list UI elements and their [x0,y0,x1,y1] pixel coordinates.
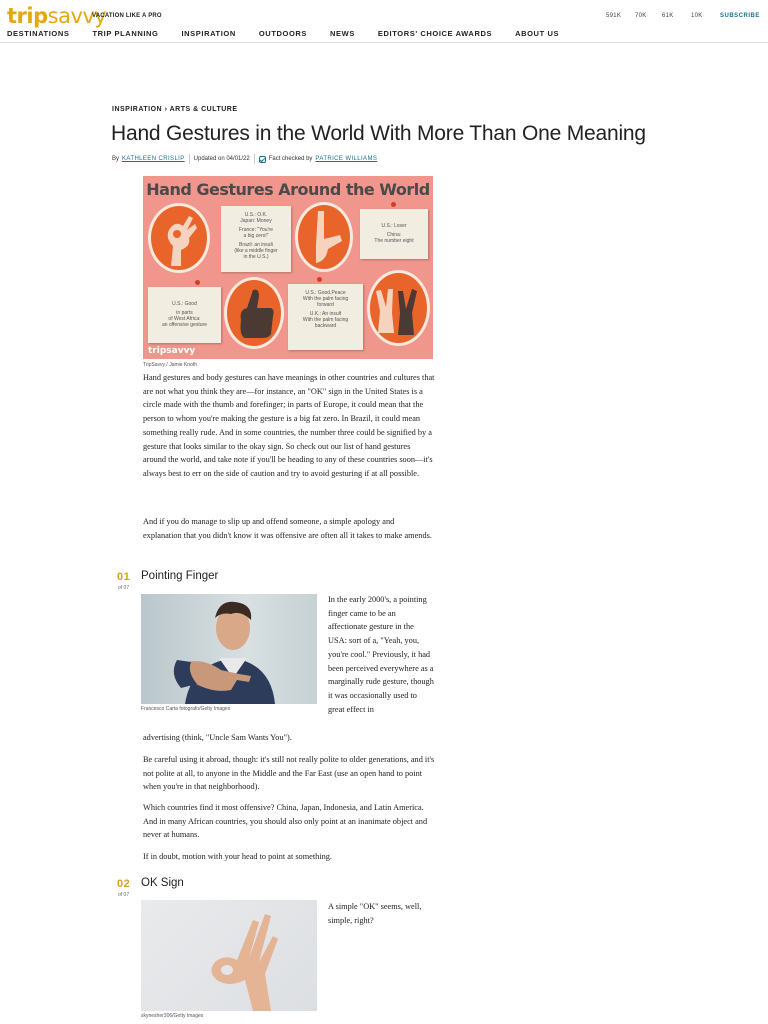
byline-divider [254,154,255,164]
photo-credit: skynesher306/Getty Images [141,1013,204,1019]
nav-outdoors[interactable]: OUTDOORS [258,29,308,38]
step-title: Pointing Finger [141,570,219,582]
thumbs-up-circle [224,277,284,349]
intro-paragraph: Hand gestures and body gestures can have meanings in other countries and cultures that are not what you think they are—for instance, an "OK" sign in the United States is a circle made with the thumb and forefinger; in parts of Europe, it could mean that the person to whom you're making the gesture is a big fat zero. In Brazil, it could mean something really rude. And in some countries, the number three could be signified by a gesture that looks similar to the okay sign. So check out our list of hand gestures around the world, and take note if you'll be heading to any of these countries soon—it's always best to err on the side of caution and try to avoid gesturing if at all possible. [143,373,435,478]
pointing-finger-photo [141,594,317,704]
note-pin [391,202,396,207]
thumbs-up-icon [227,280,281,346]
step-continued-text: advertising (think, "Uncle Sam Wants You"). [143,733,292,742]
ok-sign-photo [141,900,317,1011]
breadcrumb [112,106,238,113]
note-ok-meanings: U.S.: O.K. Japan: Money France: "You're a big zero!" Brazil: an insult (like a middle finger in the U.S.) [221,206,291,272]
fact-checker-link[interactable]: PATRICE WILLIAMS [315,156,378,162]
intro-paragraph: And if you do manage to slip up and offend someone, a simple apology and explanation that you didn't know it was offensive are often all it takes to make amends. [143,517,432,540]
nav-about-us[interactable]: ABOUT US [515,29,560,38]
site-logo[interactable]: tripsavvy [7,4,107,28]
main-nav [7,29,582,38]
ok-hand-icon [151,206,207,270]
step-paragraph: Be careful using it abroad, though: it's still not really polite to older generations, and it's not polite at all, to anyone in the Middle and the Far East (use an open hand to point when you're in that neighborhood). [143,755,435,792]
step-paragraph: Which countries find it most offensive? China, Japan, Indonesia, and Latin America. And in many African countries, you should also only point at an inanimate object and never at humans. [143,803,428,840]
nav-editors-choice[interactable]: EDITORS' CHOICE AWARDS [377,29,493,38]
peace-hands-icon [370,273,427,343]
breadcrumb-separator: › [164,106,168,113]
social-count-instagram[interactable]: 10K [691,13,703,19]
step-side-text: A simple "OK" seems, well, simple, right? [328,902,422,925]
byline-by: By [112,156,120,162]
infographic-title: Hand Gestures Around the World [146,180,430,199]
loser-hand-circle [295,202,353,272]
social-count-pinterest[interactable]: 61K [662,13,674,19]
note-thumbs-up-meanings: U.S.: Good in parts of West Africa: an offensive gesture [148,287,221,343]
byline-divider [189,154,190,164]
note-peace-meanings: U.S.: Good,Peace With the palm facing forward U.K.: An insult With the palm facing backward [288,284,363,350]
updated-date: Updated on 04/01/22 [193,156,250,162]
note-pin [317,277,322,282]
l-hand-icon [298,205,350,269]
step-title: OK Sign [141,877,184,889]
page-title: Hand Gestures in the World With More Than One Meaning [111,122,646,145]
nav-inspiration[interactable]: INSPIRATION [181,29,236,38]
peace-sign-circle [367,270,430,346]
step-paragraph: If in doubt, motion with your head to point at something. [143,852,332,861]
breadcrumb-arts-culture[interactable]: ARTS & CULTURE [169,106,238,113]
step-number: 02 [117,878,131,890]
ok-hand-circle [148,203,210,273]
ok-hand-illustration [141,900,317,1011]
step-count: of 07 [118,585,130,591]
byline [112,154,377,164]
step-number: 01 [117,571,131,583]
social-count-facebook[interactable]: 591K [606,13,622,19]
image-credit: TripSavvy / Jamie Knoth [143,362,198,368]
step-count: of 07 [118,892,130,898]
site-header [0,0,768,43]
pointing-man-illustration [141,594,317,704]
photo-credit: Francesco Carta fotografo/Getty Images [141,706,231,712]
nav-trip-planning[interactable]: TRIP PLANNING [92,29,159,38]
note-pin [195,280,200,285]
step-side-text: In the early 2000's, a pointing finger came to be an affectionate gesture in the USA: sort of a, "Yeah, you, you're cool." Previously, it had been perceived everywhere as a marginally rude gesture, though it was occasionally used to great effect in [328,595,434,714]
hand-gestures-infographic [143,176,433,359]
nav-destinations[interactable]: DESTINATIONS [7,29,70,38]
tripsavvy-watermark: tripsavvy [148,346,196,356]
author-link[interactable]: KATHLEEN CRISLIP [122,156,185,162]
tagline: VACATION LIKE A PRO [92,13,162,19]
social-count-twitter[interactable]: 70K [635,13,647,19]
note-loser-meanings: U.S.: Loser China: The number eight [360,209,428,259]
fact-check-icon [259,156,266,163]
breadcrumb-inspiration[interactable]: INSPIRATION [112,106,163,113]
subscribe-link[interactable]: SUBSCRIBE [720,13,760,19]
fact-checked-label: Fact checked by [268,156,313,162]
nav-news[interactable]: NEWS [330,29,355,38]
